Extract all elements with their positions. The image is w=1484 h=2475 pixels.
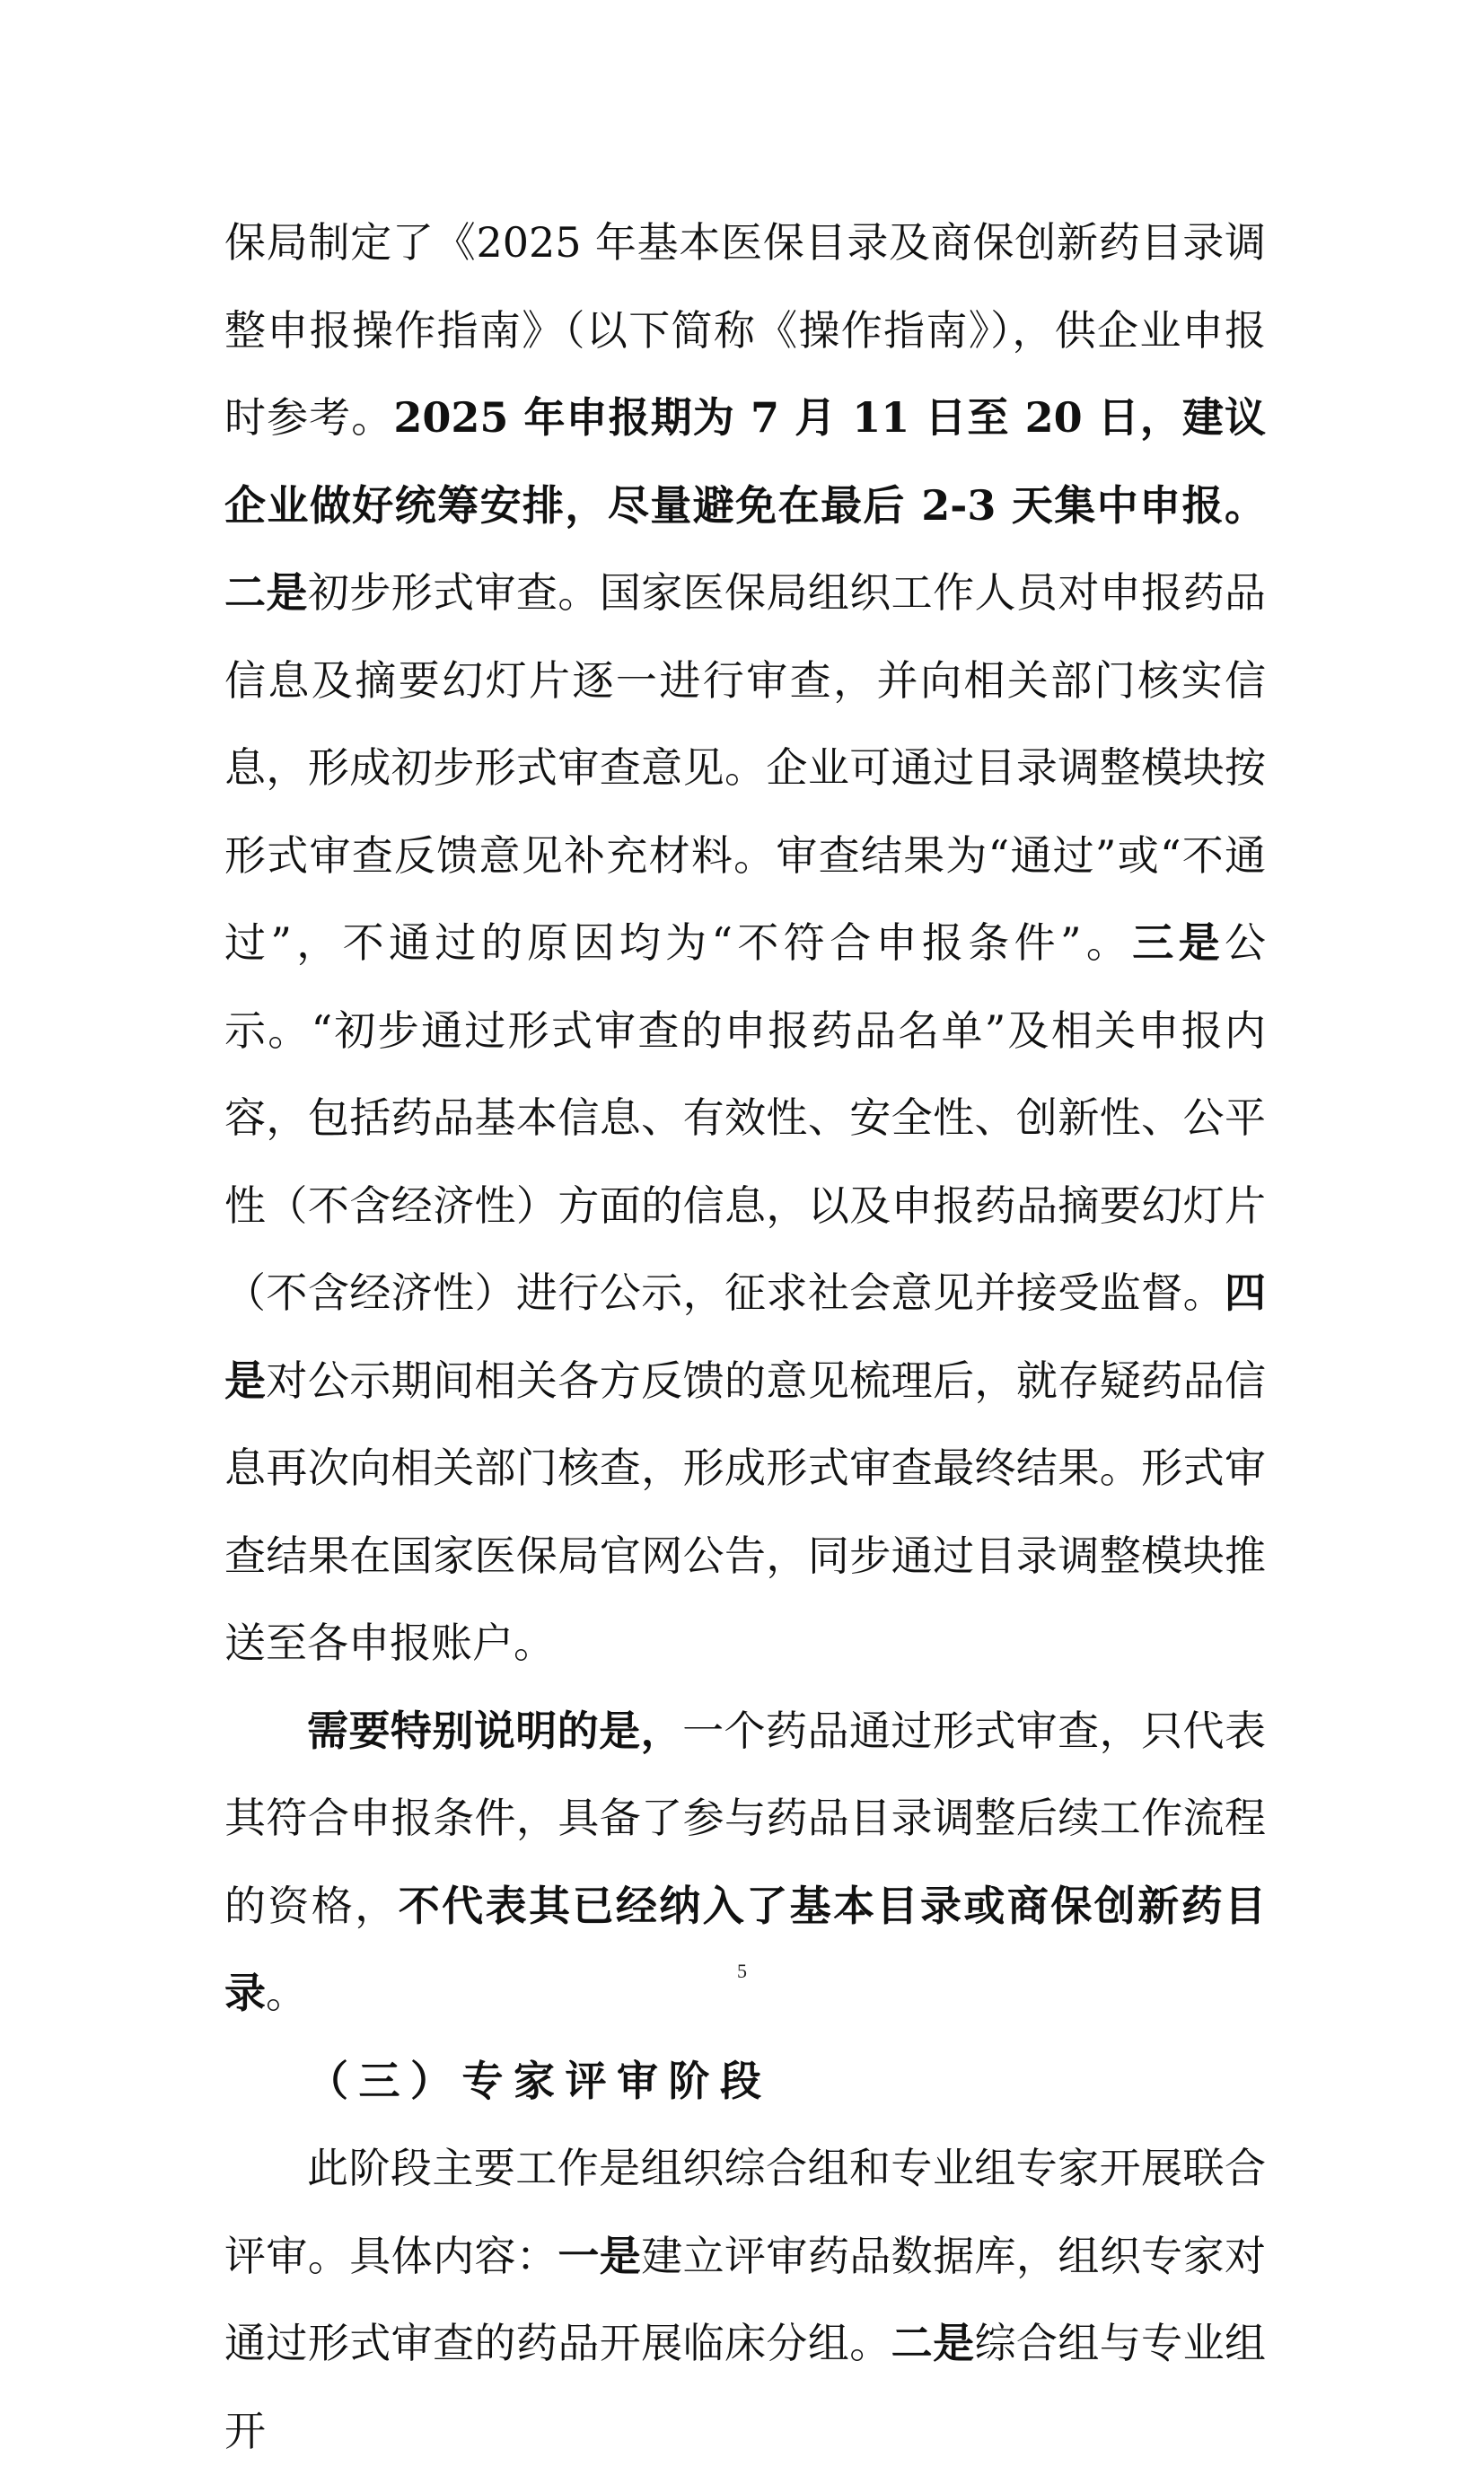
text-segment: 保局制定了《2025 年基本医保目录及商保创新药目录调整申报操作指南》（以下简称《操作指南》），供企业申报时参考。 bbox=[224, 218, 1266, 442]
text-segment: 此阶段主要工作是组织综合组和专业组专家开展联合评审。具体内容： bbox=[224, 2144, 1266, 2280]
bold-text-segment: 一是 bbox=[558, 2231, 642, 2280]
bold-text-segment: 二是 bbox=[891, 2319, 975, 2367]
bold-text-segment: 四是 bbox=[224, 1268, 1266, 1405]
paragraph-special-note bbox=[224, 1688, 1266, 2038]
text-segment: 一个药品通过形式审查，只代表其符合申报条件，具备了参与药品目录调整后续工作流程的资格， bbox=[224, 1706, 1267, 1930]
document-body bbox=[224, 199, 1266, 2475]
bold-text-segment: 三是 bbox=[1132, 918, 1225, 967]
text-segment: 对公示期间相关各方反馈的意见梳理后，就存疑药品信息再次向相关部门核查，形成形式审查最终结果。形式审查结果在国家医保局官网公告，同步通过目录调整模块推送至各申报账户。 bbox=[224, 1356, 1267, 1667]
paragraph-form-review bbox=[224, 199, 1266, 1688]
bold-text-segment: 需要特别说明的是， bbox=[307, 1706, 683, 1755]
bold-text-segment: 不代表其已经纳入了基本目录或商保创新药目录 bbox=[224, 1881, 1267, 2017]
text-segment: 综合组与专业组开 bbox=[224, 2319, 1267, 2455]
text-segment: 初步形式审查。国家医保局组织工作人员对申报药品信息及摘要幻灯片逐一进行审查，并向相关部门核实信息，形成初步形式审查意见。企业可通过目录调整模块按形式审查反馈意见补充材料。审查结果为“通过”或“不通过”，不通过的原因均为“不符合申报条件”。 bbox=[224, 568, 1267, 967]
page-number: 5 bbox=[737, 1960, 747, 1982]
bold-text-segment: 2025 年申报期为 7 月 11 日至 20 日，建议企业做好统筹安排，尽量避免在最后 2-3 天集中申报。二是 bbox=[224, 393, 1267, 617]
text-segment: 公示。“初步通过形式审查的申报药品名单”及相关申报内容，包括药品基本信息、有效性、安全性、创新性、公平性（不含经济性）方面的信息，以及申报药品摘要幻灯片（不含经济性）进行公示，征求社会意见并接受监督。 bbox=[224, 918, 1266, 1317]
section-heading: （三）专家评审阶段 bbox=[307, 2056, 772, 2105]
text-segment: 。 bbox=[266, 1969, 307, 2017]
paragraph-expert-review bbox=[224, 2125, 1266, 2475]
text-segment: 建立评审药品数据库，组织专家对通过形式审查的药品开展临床分组。 bbox=[224, 2231, 1267, 2367]
